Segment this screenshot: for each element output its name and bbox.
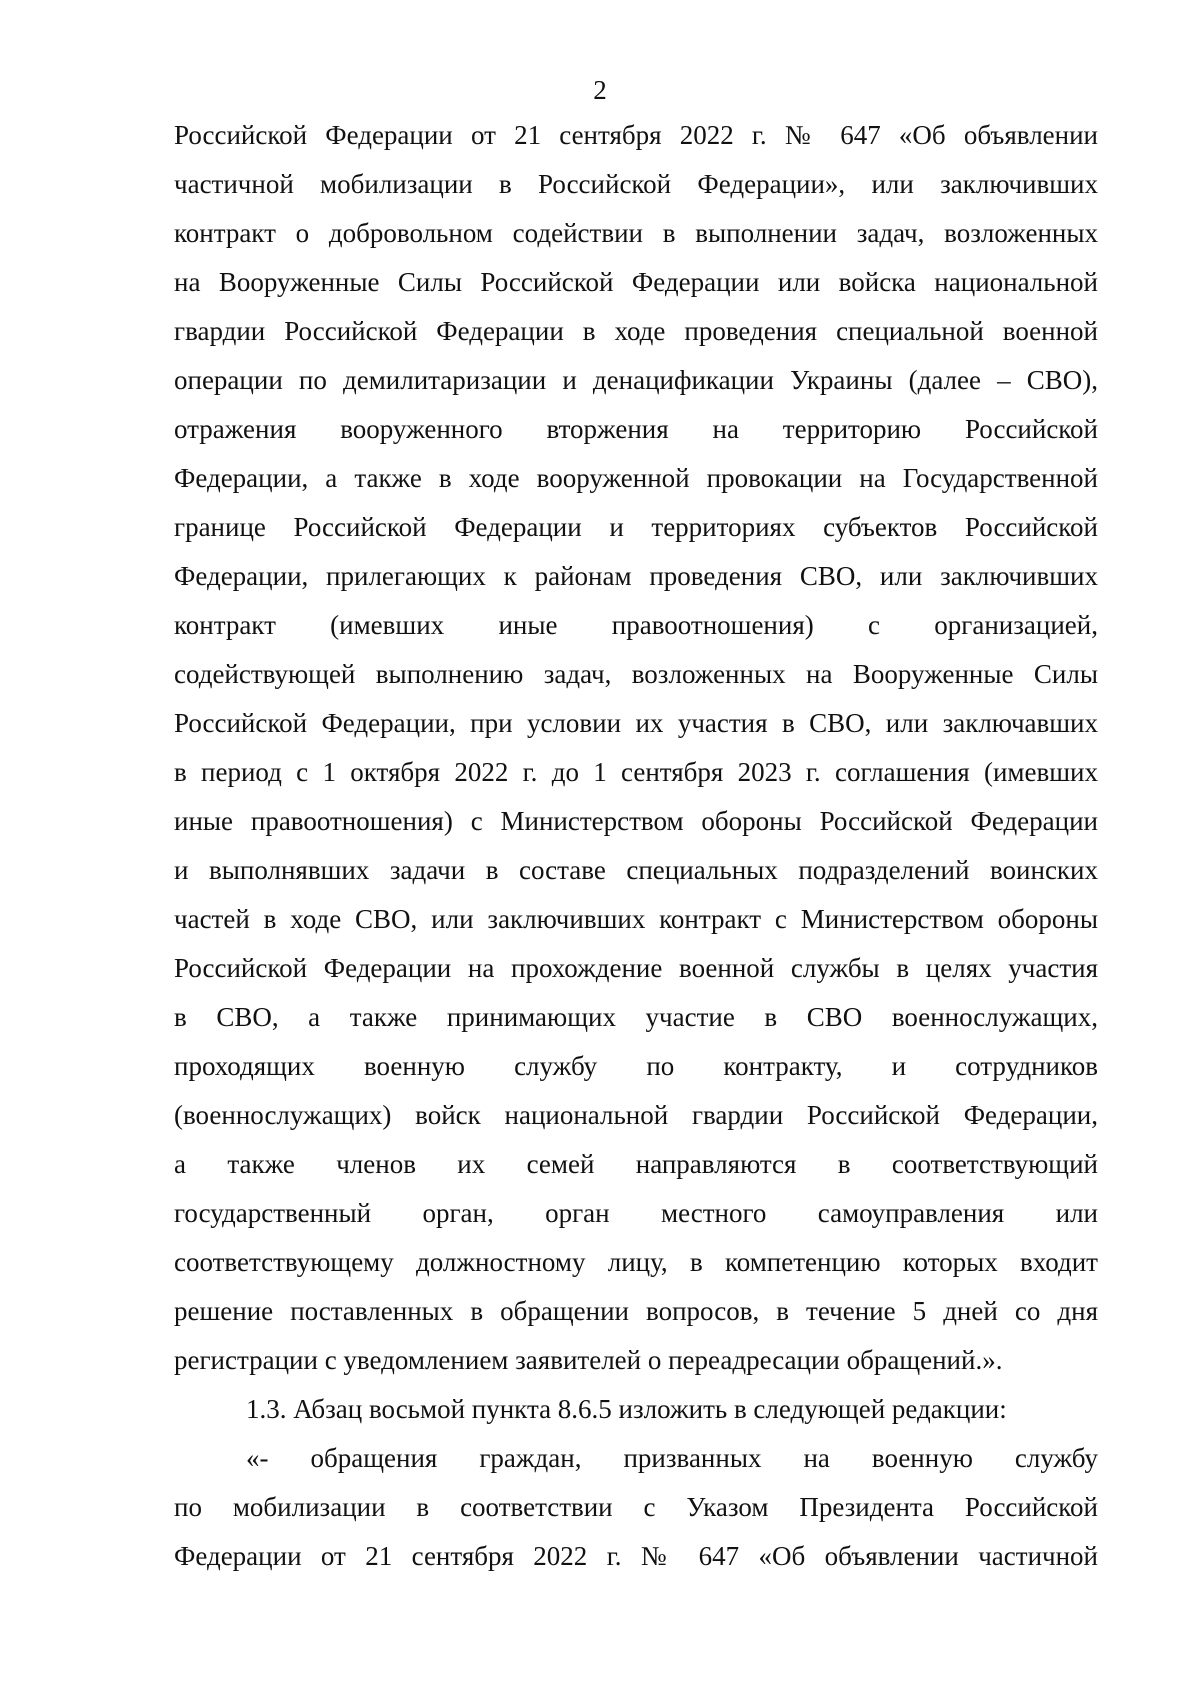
text-line: контракт (имевших иные правоотношения) с организацией, — [174, 610, 1098, 640]
text-line: Федерации от 21 сентября 2022 г. № 647 «Об объявлении частичной — [174, 1541, 1098, 1571]
text-line: Российской Федерации, при условии их участия в СВО, или заключавших — [174, 708, 1098, 738]
text-line: Федерации, прилегающих к районам проведения СВО, или заключивших — [174, 561, 1098, 591]
text-line: решение поставленных в обращении вопросов, в течение 5 дней со дня — [174, 1296, 1098, 1326]
text-line: частичной мобилизации в Российской Федерации», или заключивших — [174, 169, 1098, 199]
text-line: «- обращения граждан, призванных на военную службу — [246, 1443, 1098, 1473]
text-line: на Вооруженные Силы Российской Федерации или войска национальной — [174, 267, 1098, 297]
text-line: Федерации, а также в ходе вооруженной провокации на Государственной — [174, 463, 1098, 493]
text-line: Российской Федерации на прохождение военной службы в целях участия — [174, 953, 1098, 983]
text-line: (военнослужащих) войск национальной гвардии Российской Федерации, — [174, 1100, 1098, 1130]
text-line: по мобилизации в соответствии с Указом Президента Российской — [174, 1492, 1098, 1522]
text-line: иные правоотношения) с Министерством обороны Российской Федерации — [174, 806, 1098, 836]
text-line: Российской Федерации от 21 сентября 2022 г. № 647 «Об объявлении — [174, 120, 1098, 150]
text-line: границе Российской Федерации и территориях субъектов Российской — [174, 512, 1098, 542]
clause-heading: 1.3. Абзац восьмой пункта 8.6.5 изложить в следующей редакции: — [246, 1394, 1007, 1424]
text-line: в период с 1 октября 2022 г. до 1 сентября 2023 г. соглашения (имевших — [174, 757, 1098, 787]
text-line: соответствующему должностному лицу, в компетенцию которых входит — [174, 1247, 1098, 1277]
text-line: частей в ходе СВО, или заключивших контракт с Министерством обороны — [174, 904, 1098, 934]
text-line: проходящих военную службу по контракту, и сотрудников — [174, 1051, 1098, 1081]
body-text — [174, 111, 1098, 1581]
text-line: гвардии Российской Федерации в ходе проведения специальной военной — [174, 316, 1098, 346]
text-line: контракт о добровольном содействии в выполнении задач, возложенных — [174, 218, 1098, 248]
text-line: операции по демилитаризации и денацификации Украины (далее – СВО), — [174, 365, 1098, 395]
text-line: в СВО, а также принимающих участие в СВО военнослужащих, — [174, 1002, 1098, 1032]
text-line: отражения вооруженного вторжения на территорию Российской — [174, 414, 1098, 444]
page-number: 2 — [593, 75, 607, 105]
text-line: регистрации с уведомлением заявителей о переадресации обращений.». — [174, 1345, 1003, 1375]
text-line: и выполнявших задачи в составе специальных подразделений воинских — [174, 855, 1098, 885]
text-line: а также членов их семей направляются в соответствующий — [174, 1149, 1098, 1179]
text-line: содействующей выполнению задач, возложенных на Вооруженные Силы — [174, 659, 1098, 689]
text-line: государственный орган, орган местного самоуправления или — [174, 1198, 1098, 1228]
